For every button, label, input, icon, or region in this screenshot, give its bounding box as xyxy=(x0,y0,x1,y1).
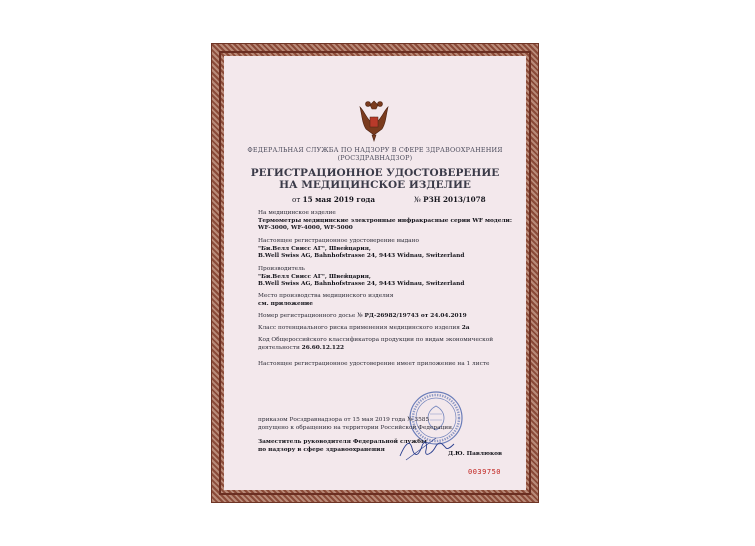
device-label: На медицинское изделие xyxy=(258,210,336,216)
signer-name: Д.Ю. Павлюков xyxy=(448,451,503,457)
certificate-title xyxy=(240,167,510,191)
order-section xyxy=(258,417,508,432)
agency-name xyxy=(240,146,510,162)
title-line-1: РЕГИСТРАЦИОННОЕ УДОСТОВЕРЕНИЕ xyxy=(250,167,500,179)
issued-label: Настоящее регистрационное удостоверение выдано xyxy=(258,238,419,244)
dossier-value: РД-26982/19743 от 24.04.2019 xyxy=(364,313,467,319)
manufacturer-section xyxy=(258,266,508,289)
risk-section xyxy=(258,325,508,333)
coat-of-arms-icon xyxy=(352,95,396,143)
maker-2: B.Well Swiss AG, Bahnhofstrasse 24, 9443 Widnau, Switzerland xyxy=(258,281,465,288)
order-line-1: приказом Росздравнадзора от 15 мая 2019 года № 3585 xyxy=(258,417,430,423)
issued-section xyxy=(258,238,508,261)
serial-number: 0039750 xyxy=(468,468,502,476)
date-value: 15 мая 2019 года xyxy=(302,195,375,204)
appendix-section xyxy=(258,361,508,369)
number-prefix: № xyxy=(414,195,421,204)
agency-line-1: ФЕДЕРАЛЬНАЯ СЛУЖБА ПО НАДЗОРУ В СФЕРЕ ЗДРАВООХРАНЕНИЯ xyxy=(247,146,503,154)
maker-1: "Би.Велл Свисс АГ", Швейцария, xyxy=(258,273,371,280)
certificate-number xyxy=(414,195,486,204)
okp-label-2: деятельности xyxy=(258,344,300,351)
okp-value: 26.60.12.122 xyxy=(301,344,345,351)
appendix-note: Настоящее регистрационное удостоверение имеет приложение на 1 листе xyxy=(258,361,490,367)
agency-line-2: (РОСЗДРАВНАДЗОР) xyxy=(337,154,413,162)
number-value: РЗН 2013/1078 xyxy=(423,195,486,204)
issue-date xyxy=(292,195,375,204)
title-line-2: НА МЕДИЦИНСКОЕ ИЗДЕЛИЕ xyxy=(279,179,471,191)
device-name-1: Термометры медицинские электронные инфракрасные серии WF модели: xyxy=(258,217,512,224)
handwritten-signature-icon xyxy=(396,434,456,464)
issued-to-1: "Би.Велл Свисс АГ", Швейцария, xyxy=(258,245,371,252)
device-name-2: WF-3000, WF-4000, WF-5000 xyxy=(258,225,353,232)
risk-value: 2а xyxy=(461,325,470,331)
okp-section xyxy=(258,337,508,352)
dossier-section xyxy=(258,313,508,321)
signer-title-1: Заместитель руководителя Федеральной службы xyxy=(258,439,427,445)
production-value: см. приложение xyxy=(258,300,313,307)
risk-label: Класс потенциального риска применения медицинского изделия xyxy=(258,325,460,331)
production-section xyxy=(258,293,508,308)
dossier-label: Номер регистрационного досье № xyxy=(258,313,363,319)
date-prefix: от xyxy=(292,195,301,204)
signer-title-2: по надзору в сфере здравоохранения xyxy=(258,446,385,453)
production-label: Место производства медицинского изделия xyxy=(258,293,394,299)
okp-label-1: Код Общероссийского классификатора продукции по видам экономической xyxy=(258,337,494,343)
issued-to-2: B.Well Swiss AG, Bahnhofstrasse 24, 9443 Widnau, Switzerland xyxy=(258,253,465,260)
maker-label: Производитель xyxy=(258,266,305,272)
device-section xyxy=(258,210,512,233)
order-line-2: допущено к обращению на территории Российской Федерации. xyxy=(258,424,454,431)
